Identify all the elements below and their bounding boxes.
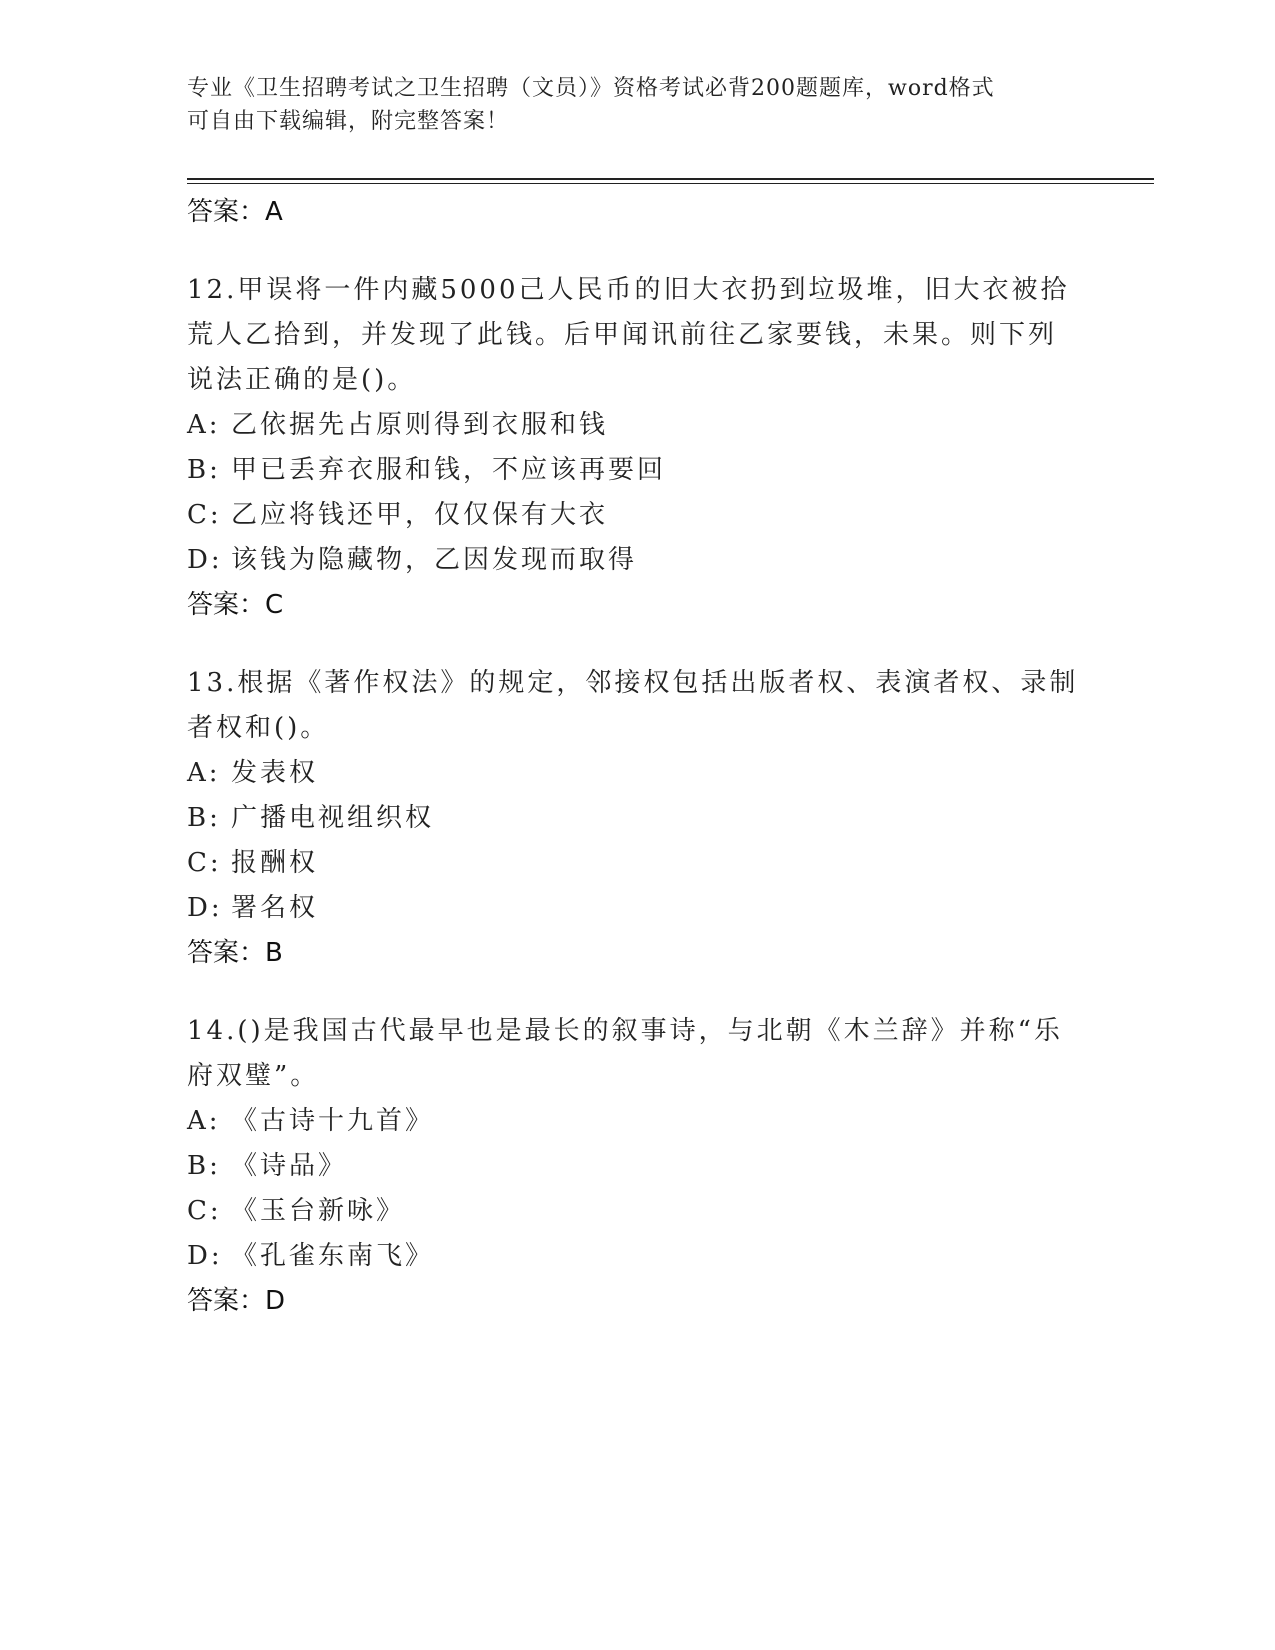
option-letter: A: [187,1106,221,1136]
option-text: 《诗品》 [231,1151,348,1181]
option-text: 发表权 [231,758,319,788]
question-text [187,1009,1087,1099]
option-letter: A: [187,410,221,440]
option-c [187,841,1087,886]
option-letter: D: [187,1241,223,1271]
option-text: 乙依据先占原则得到衣服和钱 [231,410,609,440]
answer-line: 答案：A [187,197,283,227]
option-letter: B: [187,455,221,485]
option-c [187,493,1087,538]
option-letter: B: [187,1151,221,1181]
question-text [187,268,1087,403]
question-text-line: 12.甲误将一件内藏5000己人民币的旧大衣扔到垃圾堆，旧大衣被拾 [187,275,1070,305]
option-text: 《古诗十九首》 [231,1106,435,1136]
answer-line: 答案：C [187,590,284,620]
option-text: 甲已丢弃衣服和钱，不应该再要回 [231,455,667,485]
previous-question-answer-block [187,190,283,235]
option-b [187,448,1087,493]
option-letter: C: [187,848,222,878]
option-letter: C: [187,1196,222,1226]
question-text-line: 者权和()。 [187,713,330,743]
option-d [187,1234,1087,1279]
option-text: 《孔雀东南飞》 [231,1241,435,1271]
header-divider-thick [187,178,1154,180]
question-13 [187,661,1087,976]
question-text-line: 说法正确的是()。 [187,365,417,395]
question-14 [187,1009,1087,1324]
option-a [187,1099,1087,1144]
option-letter: A: [187,758,221,788]
question-text-line: 14.()是我国古代最早也是最长的叙事诗，与北朝《木兰辞》并称“乐 [187,1016,1063,1046]
option-c [187,1189,1087,1234]
option-text: 该钱为隐藏物，乙因发现而取得 [231,545,638,575]
question-12 [187,268,1087,628]
question-text [187,661,1087,751]
header-line-1: 专业《卫生招聘考试之卫生招聘（文员）》资格考试必背200题题库，word格式 [187,76,995,101]
option-letter: D: [187,893,223,923]
option-text: 广播电视组织权 [231,803,435,833]
option-a [187,751,1087,796]
option-letter: C: [187,500,222,530]
question-text-line: 荒人乙拾到，并发现了此钱。后甲闻讯前往乙家要钱，未果。则下列 [187,320,1058,350]
option-b [187,1144,1087,1189]
answer-line: 答案：B [187,938,283,968]
question-text-line: 府双璧”。 [187,1061,320,1091]
document-header [187,72,1067,138]
option-a [187,403,1087,448]
option-text: 报酬权 [231,848,319,878]
answer-line: 答案：D [187,1286,286,1316]
option-letter: D: [187,545,223,575]
question-text-line: 13.根据《著作权法》的规定，邻接权包括出版者权、表演者权、录制 [187,668,1079,698]
option-text: 乙应将钱还甲，仅仅保有大衣 [231,500,609,530]
option-d [187,886,1087,931]
option-d [187,538,1087,583]
option-text: 《玉台新咏》 [231,1196,406,1226]
option-text: 署名权 [231,893,319,923]
header-divider-thin [187,183,1154,184]
option-b [187,796,1087,841]
option-letter: B: [187,803,221,833]
header-line-2: 可自由下载编辑，附完整答案！ [187,109,510,134]
